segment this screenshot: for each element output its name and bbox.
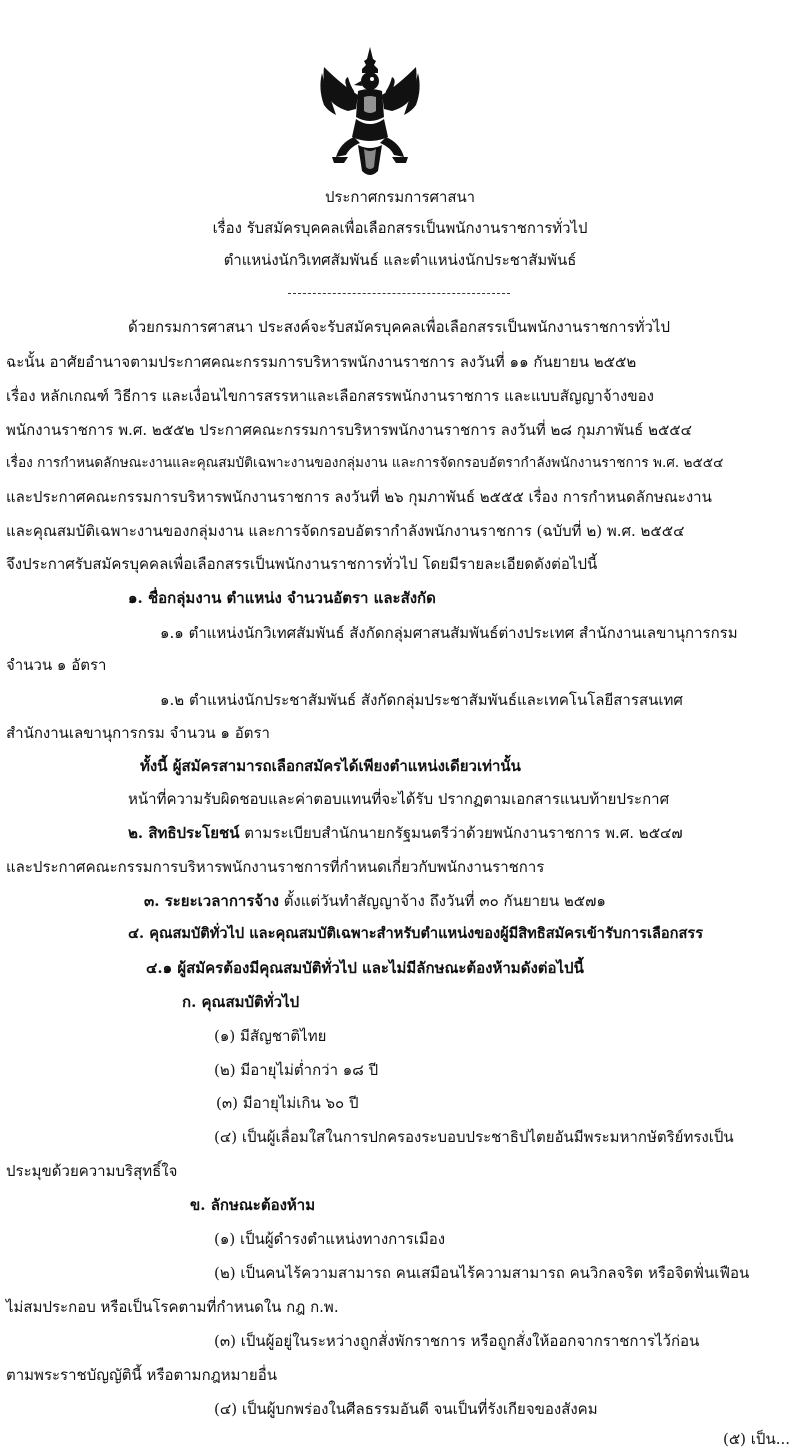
prohibition-2-cont: ไม่สมประกอบ หรือเป็นโรคตามที่กำหนดใน กฎ ก.พ. bbox=[6, 1298, 339, 1316]
section-3-text: ตั้งแต่วันทำสัญญาจ้าง ถึงวันที่ ๓๐ กันยายน ๒๕๗๑ bbox=[278, 892, 606, 910]
prohibition-1: (๑) เป็นผู้ดำรงตำแหน่งทางการเมือง bbox=[214, 1230, 446, 1248]
positions-line: ตำแหน่งนักวิเทศสัมพันธ์ และตำแหน่งนักประชาสัมพันธ์ bbox=[223, 251, 577, 269]
section-2-text: ตามระเบียบสำนักนายกรัฐมนตรีว่าด้วยพนักงานราชการ พ.ศ. ๒๕๔๗ bbox=[239, 824, 683, 842]
qualification-2: (๒) มีอายุไม่ต่ำกว่า ๑๘ ปี bbox=[214, 1061, 379, 1079]
qualifications-heading: ก. คุณสมบัติทั่วไป bbox=[182, 993, 300, 1011]
prohibition-3-cont: ตามพระราชบัญญัตินี้ หรือตามกฎหมายอื่น bbox=[6, 1366, 277, 1384]
intro-line-5: เรื่อง การกำหนดลักษณะงานและคุณสมบัติเฉพาะงานของกลุ่มงาน และการจัดกรอบอัตรากำลังพนักงานราชการ พ.ศ. ๒๕๕๔ bbox=[6, 455, 724, 471]
garuda-emblem-icon bbox=[318, 45, 422, 180]
intro-line-3: เรื่อง หลักเกณฑ์ วิธีการ และเงื่อนไขการสรรหาและเลือกสรรพนักงานราชการ และแบบสัญญาจ้างของ bbox=[6, 387, 654, 405]
prohibition-2: (๒) เป็นคนไร้ความสามารถ คนเสมือนไร้ความสามารถ คนวิกลจริต หรือจิตฟั่นเฟือน bbox=[214, 1264, 750, 1282]
section-1-note: ทั้งนี้ ผู้สมัครสามารถเลือกสมัครได้เพียงตำแหน่งเดียวเท่านั้น bbox=[140, 757, 521, 775]
intro-line-7: และคุณสมบัติเฉพาะงานของกลุ่มงาน และการจัดกรอบอัตรากำลังพนักงานราชการ (ฉบับที่ ๒) พ.ศ. ๒๕๕๔ bbox=[6, 522, 685, 540]
divider-rule bbox=[288, 293, 510, 294]
section-4-1-heading: ๔.๑ ผู้สมัครต้องมีคุณสมบัติทั่วไป และไม่มีลักษณะต้องห้ามดังต่อไปนี้ bbox=[146, 959, 584, 977]
section-3-line bbox=[144, 894, 606, 909]
section-1-item-1-cont: จำนวน ๑ อัตรา bbox=[6, 656, 107, 674]
section-3-heading: ๓. ระยะเวลาการจ้าง bbox=[144, 892, 279, 910]
prohibition-3: (๓) เป็นผู้อยู่ในระหว่างถูกสั่งพักราชการ หรือถูกสั่งให้ออกจากราชการไว้ก่อน bbox=[214, 1332, 700, 1350]
continuation-marker: (๕) เป็น... bbox=[722, 1430, 790, 1448]
section-2-line-1 bbox=[128, 826, 683, 841]
subject-line: เรื่อง รับสมัครบุคคลเพื่อเลือกสรรเป็นพนักงานราชการทั่วไป bbox=[212, 219, 588, 237]
section-1-heading: ๑. ชื่อกลุ่มงาน ตำแหน่ง จำนวนอัตรา และสังกัด bbox=[128, 589, 436, 607]
qualification-1: (๑) มีสัญชาติไทย bbox=[214, 1027, 327, 1045]
intro-line-8: จึงประกาศรับสมัครบุคคลเพื่อเลือกสรรเป็นพนักงานราชการทั่วไป โดยมีรายละเอียดดังต่อไปนี้ bbox=[6, 555, 598, 573]
issuer-title: ประกาศกรมการศาสนา bbox=[324, 188, 476, 206]
intro-line-6: และประกาศคณะกรรมการบริหารพนักงานราชการ ลงวันที่ ๒๖ กุมภาพันธ์ ๒๕๕๕ เรื่อง การกำหนดลักษณะงาน bbox=[6, 488, 712, 506]
section-2-heading: ๒. สิทธิประโยชน์ bbox=[128, 824, 240, 842]
prohibition-4: (๔) เป็นผู้บกพร่องในศีลธรรมอันดี จนเป็นที่รังเกียจของสังคม bbox=[214, 1400, 598, 1418]
qualification-4-cont: ประมุขด้วยความบริสุทธิ์ใจ bbox=[6, 1162, 178, 1180]
section-4-heading: ๔. คุณสมบัติทั่วไป และคุณสมบัติเฉพาะสำหรับตำแหน่งของผู้มีสิทธิสมัครเข้ารับการเลือกสรร bbox=[128, 925, 704, 942]
qualification-3: (๓) มีอายุไม่เกิน ๖๐ ปี bbox=[216, 1094, 359, 1112]
intro-line-4: พนักงานราชการ พ.ศ. ๒๕๕๒ ประกาศคณะกรรมการบริหารพนักงานราชการ ลงวันที่ ๒๘ กุมภาพันธ์ ๒๕๕๔ bbox=[6, 421, 693, 439]
intro-line-2: ฉะนั้น อาศัยอำนาจตามประกาศคณะกรรมการบริหารพนักงานราชการ ลงวันที่ ๑๑ กันยายน ๒๕๕๒ bbox=[6, 353, 637, 371]
section-2-line-2: และประกาศคณะกรรมการบริหารพนักงานราชการที่กำหนดเกี่ยวกับพนักงานราชการ bbox=[6, 858, 545, 876]
section-1-item-2: ๑.๒ ตำแหน่งนักประชาสัมพันธ์ สังกัดกลุ่มประชาสัมพันธ์และเทคโนโลยีสารสนเทศ bbox=[160, 691, 683, 709]
section-1-item-2-cont: สำนักงานเลขานุการกรม จำนวน ๑ อัตรา bbox=[6, 724, 270, 742]
section-1-item-1: ๑.๑ ตำแหน่งนักวิเทศสัมพันธ์ สังกัดกลุ่มศาสนสัมพันธ์ต่างประเทศ สำนักงานเลขานุการกรม bbox=[160, 624, 738, 642]
qualification-4: (๔) เป็นผู้เลื่อมใสในการปกครองระบอบประชาธิปไตยอันมีพระมหากษัตริย์ทรงเป็น bbox=[214, 1128, 734, 1146]
intro-line-1: ด้วยกรมการศาสนา ประสงค์จะรับสมัครบุคคลเพื่อเลือกสรรเป็นพนักงานราชการทั่วไป bbox=[128, 318, 670, 336]
section-1-duties: หน้าที่ความรับผิดชอบและค่าตอบแทนที่จะได้รับ ปรากฏตามเอกสารแนบท้ายประกาศ bbox=[128, 790, 670, 808]
prohibitions-heading: ข. ลักษณะต้องห้าม bbox=[190, 1196, 316, 1214]
